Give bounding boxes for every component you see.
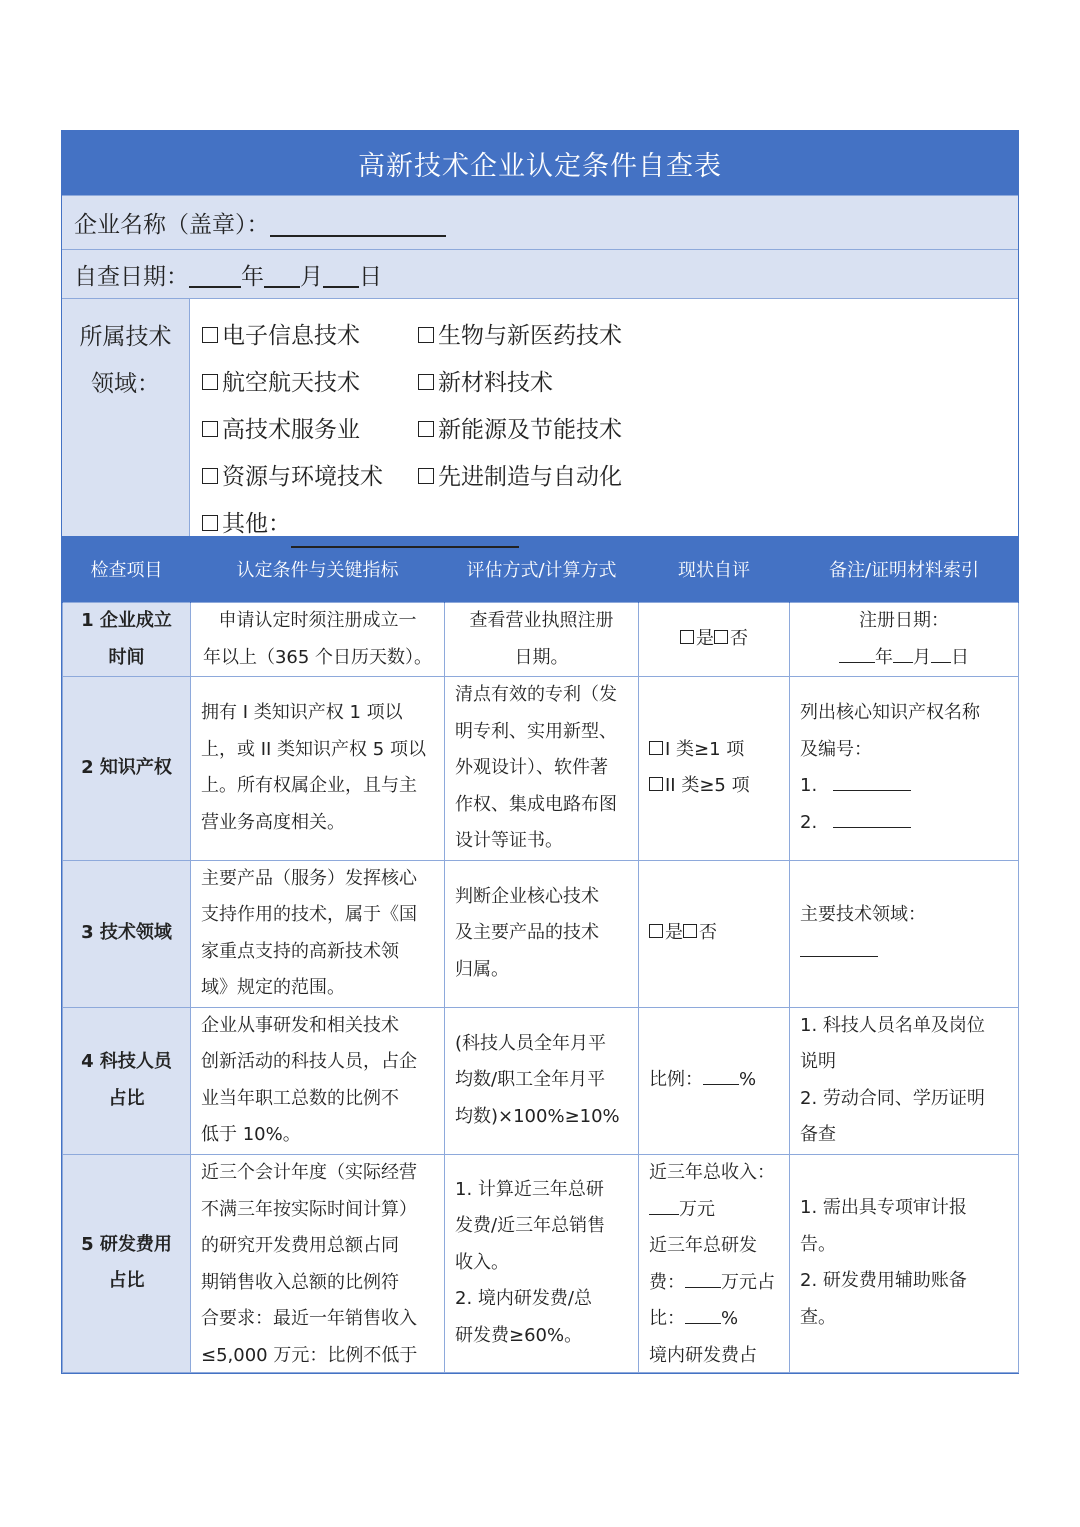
notes-cell: 主要技术领域： (790, 860, 1019, 1007)
condition-cell: 申请认定时须注册成立一 年以上（365 个日历天数）。 (191, 603, 445, 677)
checkbox-icon[interactable] (680, 630, 694, 644)
domain-option[interactable]: 先进制造与自动化 (418, 454, 622, 501)
condition-cell: 企业从事研发和相关技术 创新活动的科技人员，占企 业当年职工总数的比例不 低于 10%。 (191, 1007, 445, 1154)
self-assessment-cell: 近三年总收入： 万元 近三年总研发 费： 万元占 比： % 境内研发费占 (639, 1154, 790, 1372)
self-assessment-cell: 比例： % (639, 1007, 790, 1154)
checkbox-icon[interactable] (649, 924, 663, 938)
checkbox-icon[interactable] (202, 515, 218, 531)
notes-cell: 列出核心知识产权名称 及编号： 1. 2. (790, 677, 1019, 861)
tech-domain-label-line1: 所属技术 (79, 324, 172, 350)
checkbox-icon[interactable] (202, 468, 218, 484)
condition-cell: 近三个会计年度（实际经营 不满三年按实际时间计算） 的研究开发费用总额占同 期销售收入总额的比例符 合要求：最近一年销售收入 ≤5,000 万元：比例不低于 (191, 1154, 445, 1372)
self-assessment-cell: 是 否 (639, 603, 790, 677)
notes-cell: 1. 需出具专项审计报 告。 2. 研发费用辅助账备 查。 (790, 1154, 1019, 1372)
method-cell: 1. 计算近三年总研 发费/近三年总销售 收入。 2. 境内研发费/总 研发费≥60%。 (445, 1154, 639, 1372)
self-assessment-cell: I 类≥1 项 II 类≥5 项 (639, 677, 790, 861)
method-cell: 清点有效的专利（发 明专利、实用新型、 外观设计）、软件著 作权、集成电路布图 设计等证书。 (445, 677, 639, 861)
col-header-item: 检查项目 (63, 536, 191, 603)
table-row (63, 677, 1019, 861)
col-header-method: 评估方式/计算方式 (445, 536, 639, 603)
checkbox-icon[interactable] (202, 421, 218, 437)
self-assessment-cell: 是 否 (639, 860, 790, 1007)
item-cell: 1 企业成立 时间 (63, 603, 191, 677)
checkbox-icon[interactable] (649, 777, 663, 791)
month-field[interactable] (264, 260, 300, 288)
table-row (63, 1154, 1019, 1372)
checkbox-icon[interactable] (418, 327, 434, 343)
tech-domain-label-line2: 领域： (91, 371, 160, 397)
rd-expense-field[interactable] (685, 1269, 721, 1288)
checkbox-icon[interactable] (418, 468, 434, 484)
checkbox-icon[interactable] (418, 374, 434, 390)
checkbox-icon[interactable] (202, 327, 218, 343)
self-check-form (61, 130, 1019, 1374)
checkbox-icon[interactable] (683, 924, 697, 938)
domain-option[interactable]: 资源与环境技术 (202, 454, 418, 501)
domain-option[interactable]: 生物与新医药技术 (418, 313, 622, 360)
year-label: 年 (241, 263, 264, 290)
checkbox-icon[interactable] (649, 741, 663, 755)
domain-option[interactable]: 电子信息技术 (202, 313, 418, 360)
notes-cell: 注册日期： 年 月 日 (790, 603, 1019, 677)
condition-cell: 拥有 I 类知识产权 1 项以 上，或 II 类知识产权 5 项以 上。所有权属企业，且与主 营业务高度相关。 (191, 677, 445, 861)
company-name-field[interactable] (270, 209, 446, 237)
domain-option[interactable]: 新能源及节能技术 (418, 407, 622, 454)
col-header-notes: 备注/证明材料索引 (790, 536, 1019, 603)
other-domain-field[interactable] (291, 520, 519, 548)
item-cell: 4 科技人员 占比 (63, 1007, 191, 1154)
item-cell: 2 知识产权 (63, 677, 191, 861)
reg-month-field[interactable] (893, 644, 913, 663)
condition-cell: 主要产品（服务）发挥核心 支持作用的技术，属于《国 家重点支持的高新技术领 域》规定的范围。 (191, 860, 445, 1007)
year-field[interactable] (189, 260, 241, 288)
method-cell: 判断企业核心技术 及主要产品的技术 归属。 (445, 860, 639, 1007)
criteria-table (62, 536, 1019, 1373)
method-cell: (科技人员全年月平 均数/职工全年月平 均数)×100%≥10% (445, 1007, 639, 1154)
item-cell: 5 研发费用 占比 (63, 1154, 191, 1372)
checkbox-icon[interactable] (202, 374, 218, 390)
notes-cell: 1. 科技人员名单及岗位 说明 2. 劳动合同、学历证明 备查 (790, 1007, 1019, 1154)
table-row (63, 603, 1019, 677)
checkbox-icon[interactable] (714, 630, 728, 644)
col-header-self-assessment: 现状自评 (639, 536, 790, 603)
tech-domain-label (62, 299, 190, 536)
checkbox-icon[interactable] (418, 421, 434, 437)
day-field[interactable] (323, 260, 359, 288)
day-label: 日 (359, 263, 382, 290)
domain-option[interactable]: 新材料技术 (418, 360, 553, 407)
company-name-label: 企业名称（盖章）： (74, 212, 270, 238)
rd-ratio-field[interactable] (685, 1305, 721, 1324)
item-cell: 3 技术领域 (63, 860, 191, 1007)
table-row (63, 860, 1019, 1007)
ip-entry-field[interactable] (833, 809, 911, 828)
domain-option-other[interactable]: 其他： (202, 501, 519, 548)
col-header-condition: 认定条件与关键指标 (191, 536, 445, 603)
reg-year-field[interactable] (839, 644, 875, 663)
tech-domain-options (190, 299, 1018, 536)
month-label: 月 (300, 263, 323, 290)
income-field[interactable] (649, 1196, 679, 1215)
staff-ratio-field[interactable] (703, 1066, 739, 1085)
check-date-row (62, 249, 1018, 298)
domain-option[interactable]: 航空航天技术 (202, 360, 418, 407)
company-name-row (62, 195, 1018, 249)
tech-domain-row (62, 298, 1018, 536)
ip-entry-field[interactable] (833, 772, 911, 791)
main-tech-domain-field[interactable] (800, 938, 878, 957)
method-cell: 查看营业执照注册 日期。 (445, 603, 639, 677)
table-row (63, 1007, 1019, 1154)
domain-option[interactable]: 高技术服务业 (202, 407, 418, 454)
reg-day-field[interactable] (931, 644, 951, 663)
form-title: 高新技术企业认定条件自查表 (62, 131, 1018, 195)
check-date-label: 自查日期： (74, 263, 189, 290)
